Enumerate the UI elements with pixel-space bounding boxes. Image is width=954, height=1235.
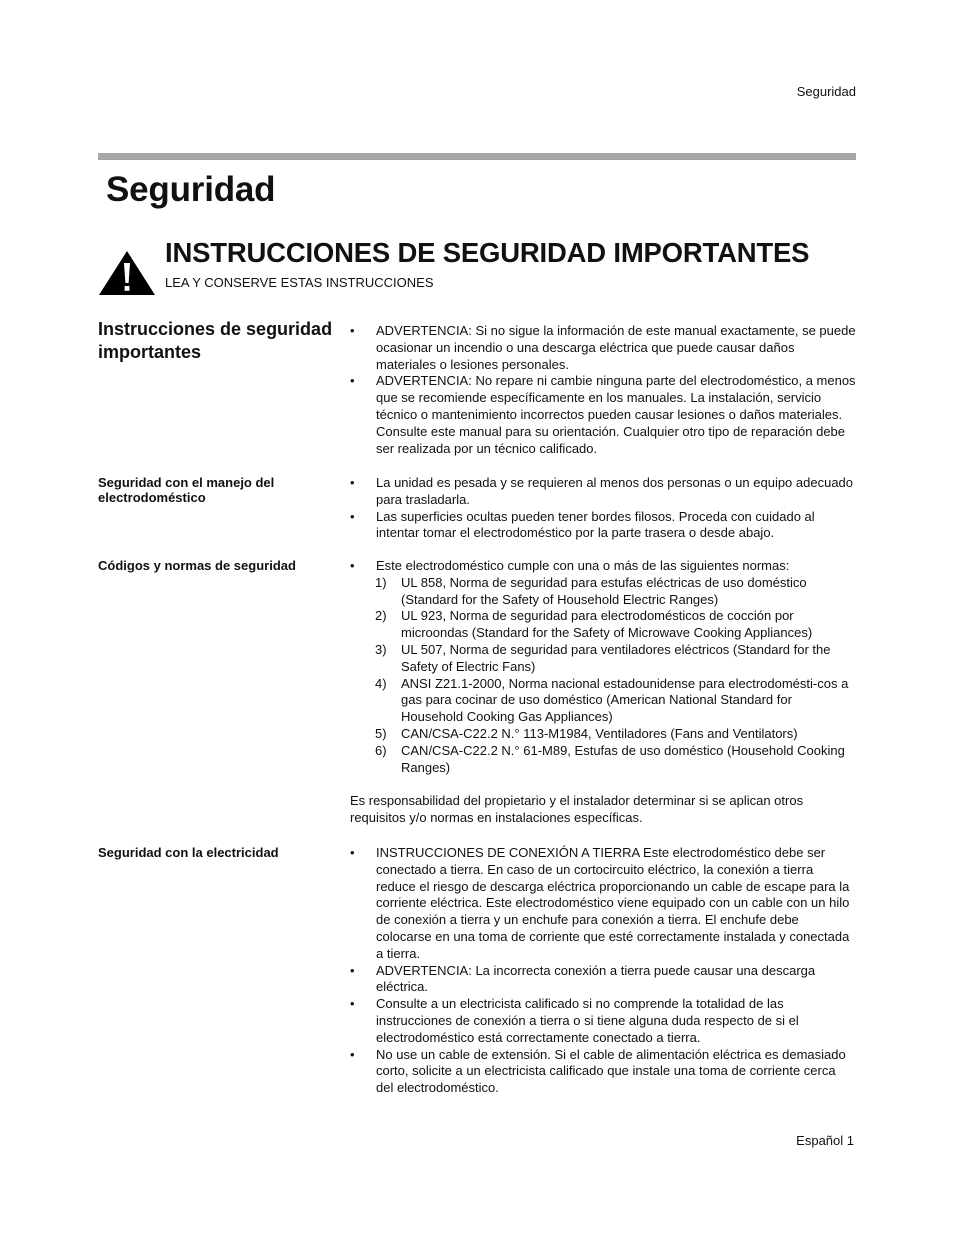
list-item: • No use un cable de extensión. Si el cable de alimentación eléctrica es demasiado corto, solicite a un electricista calificado que instale una toma de corriente cerca del electrodoméstico.	[350, 1046, 846, 1096]
section-body	[350, 323, 856, 457]
page-number: Español 1	[796, 1133, 854, 1148]
numbered-item: 3) UL 507, Norma de seguridad para ventiladores eléctricos (Standard for the Safety of Electric Fans)	[375, 641, 831, 674]
numbered-item: 1) UL 858, Norma de seguridad para estufas eléctricas de uso doméstico (Standard for the Safety of Household Electric Ranges)	[375, 574, 807, 607]
list-item: • La unidad es pesada y se requieren al menos dos personas o un equipo adecuado para trasladarla.	[350, 475, 854, 507]
numbered-item: 6) CAN/CSA-C22.2 N.° 61-M89, Estufas de uso doméstico (Household Cooking Ranges)	[375, 742, 845, 775]
numbered-item: 4) ANSI Z21.1-2000, Norma nacional estadounidense para electrodomésti-cos a gas para cocinar de uso doméstico (American National Standard for Household Cooking Gas Appliances)	[375, 675, 849, 725]
list-item: • Consulte a un electricista calificado si no comprende la totalidad de las instrucciones de conexión a tierra o si tiene alguna duda respecto de si el electrodoméstico está correctamente conectado a tierra.	[350, 996, 799, 1045]
running-header: Seguridad	[796, 84, 856, 99]
list-item: • ADVERTENCIA: La incorrecta conexión a tierra puede causar una descarga eléctrica.	[350, 962, 816, 995]
warning-heading: INSTRUCCIONES DE SEGURIDAD IMPORTANTES	[165, 237, 810, 268]
numbered-item: 2) UL 923, Norma de seguridad para electrodomésticos de cocción por microondas (Standard for the Safety of Microwave Cooking Appliances)	[375, 608, 813, 641]
section-body	[350, 475, 856, 542]
closing-paragraph: Es responsabilidad del propietario y el instalador determinar si se aplican otros requisitos y/o normas en instalaciones específicas.	[350, 793, 804, 825]
list-item: • Las superficies ocultas pueden tener bordes filosos. Proceda con cuidado al intentar tomar el electrodoméstico por la parte trasera o desde abajo.	[350, 508, 815, 541]
numbered-item: 5) CAN/CSA-C22.2 N.° 113-M1984, Ventiladores (Fans and Ventilators)	[375, 725, 798, 741]
warning-subheading: LEA Y CONSERVE ESTAS INSTRUCCIONES	[165, 275, 434, 290]
section-title: Códigos y normas de seguridad	[98, 558, 296, 573]
section-divider	[98, 153, 856, 160]
list-item: • ADVERTENCIA: Si no sigue la información de este manual exactamente, se puede ocasionar un incendio o una descarga eléctrica que puede causar daños materiales o lesiones personales.	[350, 323, 856, 372]
section-title: Seguridad con el manejo del electrodoméstico	[98, 475, 275, 505]
list-item: • INSTRUCCIONES DE CONEXIÓN A TIERRA Este electrodoméstico debe ser conectado a tierra. En caso de un cortocircuito eléctrico, la conexión a tierra reduce el riesgo de descarga eléctrica proporcionando un cable de escape para la corriente eléctrica. Este electrodoméstico viene equipado con un cable con un hilo de conexión a tierra y un enchufe para conexión a tierra. El enchufe debe colocarse en una toma de corriente que esté correctamente instalada y conectada a tierra.	[350, 845, 850, 961]
section-title: Seguridad con la electricidad	[98, 845, 279, 860]
list-item: • Este electrodoméstico cumple con una o más de las siguientes normas:	[350, 558, 790, 573]
section-title: Instrucciones de seguridad importantes	[98, 319, 333, 362]
section-body	[350, 558, 856, 827]
page-title: Seguridad	[106, 170, 276, 209]
list-item: • ADVERTENCIA: No repare ni cambie ninguna parte del electrodoméstico, a menos que se recomiende específicamente en los manuales. La instalación, servicio técnico o mantenimiento incorrectos pueden causar lesiones o daños materiales. Consulte este manual para su orientación. Cualquier otro tipo de reparación debe ser realizada por un técnico calificado.	[350, 373, 856, 456]
warning-triangle-icon	[98, 250, 156, 296]
section-body	[350, 845, 856, 1097]
